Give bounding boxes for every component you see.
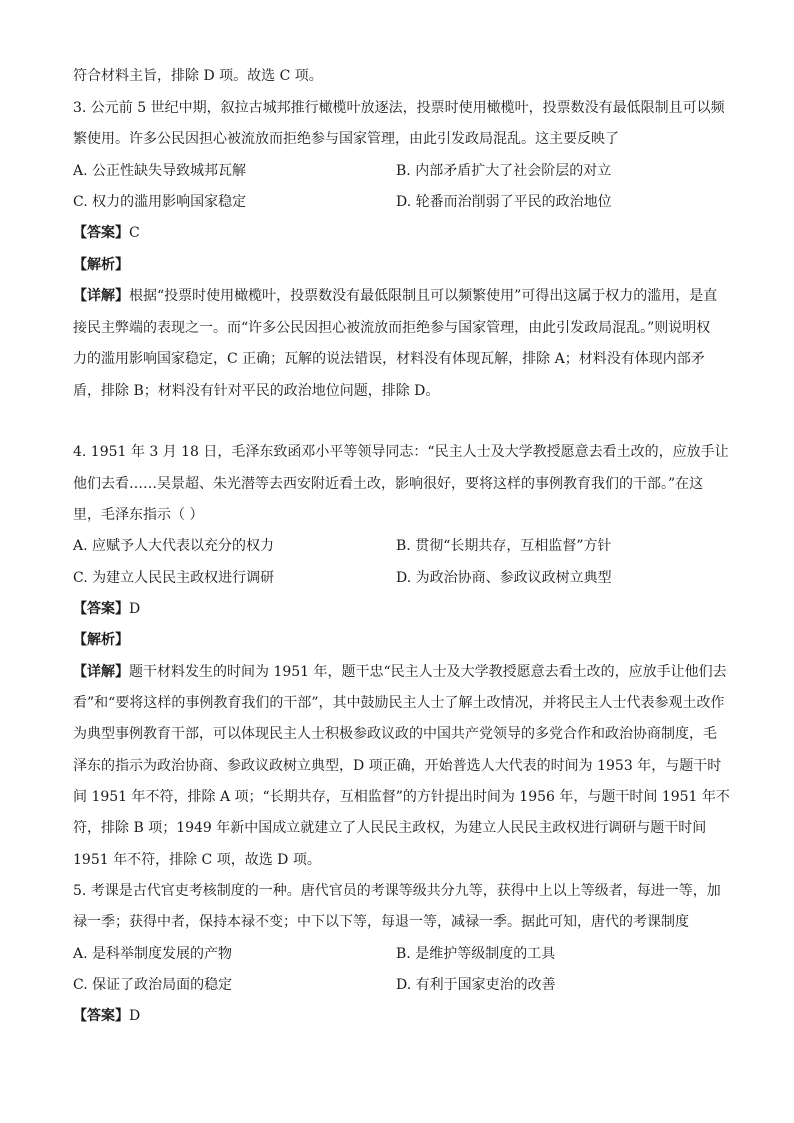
q4-detail-line: 看”和“要将这样的事例教育我们的干部”，其中鼓励民主人士了解土改情况，并将民主人士代表参观土改作 (73, 695, 725, 711)
q4-option-b: B. 贯彻“长期共存，互相监督”方针 (396, 538, 612, 554)
answer-value: D (129, 601, 141, 617)
answer-tag: 【答案】 (73, 1008, 129, 1024)
q4-analysis-tag: 【解析】 (73, 632, 129, 648)
q3-detail-line (73, 286, 723, 306)
q4-detail-line (73, 662, 727, 682)
q5-answer (73, 1006, 723, 1026)
answer-tag: 【答案】 (73, 225, 129, 241)
q3-answer (73, 223, 723, 243)
q5-stem-line: 5. 考课是古代官吏考核制度的一种。唐代官员的考课等级共分九等，获得中上以上等级者，每进一等，加 (73, 883, 721, 899)
q4-stem-line: 里，毛泽东指示（ ） (73, 507, 204, 523)
q5-option-b: B. 是维护等级制度的工具 (396, 946, 556, 962)
q3-analysis-tag: 【解析】 (73, 257, 129, 273)
q5-option-d: D. 有利于国家吏治的改善 (396, 977, 556, 993)
q3-option-a: A. 公正性缺失导致城邦瓦解 (73, 163, 247, 179)
q3-option-c: C. 权力的滥用影响国家稳定 (73, 194, 247, 210)
q4-option-d: D. 为政治协商、参政议政树立典型 (396, 570, 612, 586)
answer-value: D (129, 1008, 141, 1024)
q3-option-d: D. 轮番而治削弱了平民的政治地位 (396, 194, 612, 210)
q5-option-a: A. 是科举制度发展的产物 (73, 946, 233, 962)
q3-detail-line: 盾，排除 B；材料没有针对平民的政治地位问题，排除 D。 (73, 383, 440, 399)
q3-stem-line: 3. 公元前 5 世纪中期，叙拉古城邦推行橄榄叶放逐法，投票时使用橄榄叶，投票数没有最低限制且可以频 (73, 100, 725, 116)
q3-option-b: B. 内部矛盾扩大了社会阶层的对立 (396, 163, 612, 179)
q5-option-c: C. 保证了政治局面的稳定 (73, 977, 233, 993)
q4-option-c: C. 为建立人民民主政权进行调研 (73, 570, 275, 586)
q3-detail-line: 力的滥用影响国家稳定，C 正确；瓦解的说法错误，材料没有体现瓦解，排除 A；材料没有体现内部矛 (73, 351, 705, 367)
q4-detail-line: 1951 年不符，排除 C 项，故选 D 项。 (73, 852, 321, 868)
q4-option-a: A. 应赋予人大代表以充分的权力 (73, 538, 275, 554)
q3-detail-line: 接民主弊端的表现之一。而“许多公民因担心被流放而拒绝参与国家管理，由此引发政局混乱。”则说明权 (73, 320, 711, 336)
q4-stem-line: 4. 1951 年 3 月 18 日，毛泽东致函邓小平等领导同志：“民主人士及大学教授愿意去看土改的，应放手让 (73, 444, 729, 460)
q4-detail-line: 符，排除 B 项；1949 年新中国成立就建立了人民民主政权，为建立人民民主政权进行调研与题干时间 (73, 820, 707, 836)
q4-detail-line: 为典型事例教育干部，可以体现民主人士积极参政议政的中国共产党领导的多党合作和政治协商制度，毛 (73, 726, 717, 742)
intro-line: 符合材料主旨，排除 D 项。故选 C 项。 (73, 68, 323, 84)
q4-answer (73, 599, 723, 619)
answer-value: C (129, 225, 140, 241)
detail-tag: 【详解】 (73, 664, 129, 680)
detail-text: 根据“投票时使用橄榄叶，投票数没有最低限制且可以频繁使用”可得出这属于权力的滥用，是直 (129, 288, 718, 304)
detail-text: 题干材料发生的时间为 1951 年，题干忠“民主人士及大学教授愿意去看土改的，应放手让他们去 (129, 664, 727, 680)
q4-detail-line: 间 1951 年不符，排除 A 项；“长期共存，互相监督”的方针提出时间为 1956 年，与题干时间 1951 年不 (73, 789, 730, 805)
q3-stem-line: 繁使用。许多公民因担心被流放而拒绝参与国家管理，由此引发政局混乱。这主要反映了 (73, 131, 619, 147)
detail-tag: 【详解】 (73, 288, 129, 304)
answer-tag: 【答案】 (73, 601, 129, 617)
q5-stem-line: 禄一季；获得中者，保持本禄不变；中下以下等，每退一等，减禄一季。据此可知，唐代的考课制度 (73, 914, 689, 930)
q4-stem-line: 他们去看……吴景超、朱光潜等去西安附近看土改，影响很好，要将这样的事例教育我们的干部。”在这 (73, 476, 704, 492)
q4-detail-line: 泽东的指示为政治协商、参政议政树立典型，D 项正确，开始普选人大代表的时间为 1953 年，与题干时 (73, 758, 722, 774)
